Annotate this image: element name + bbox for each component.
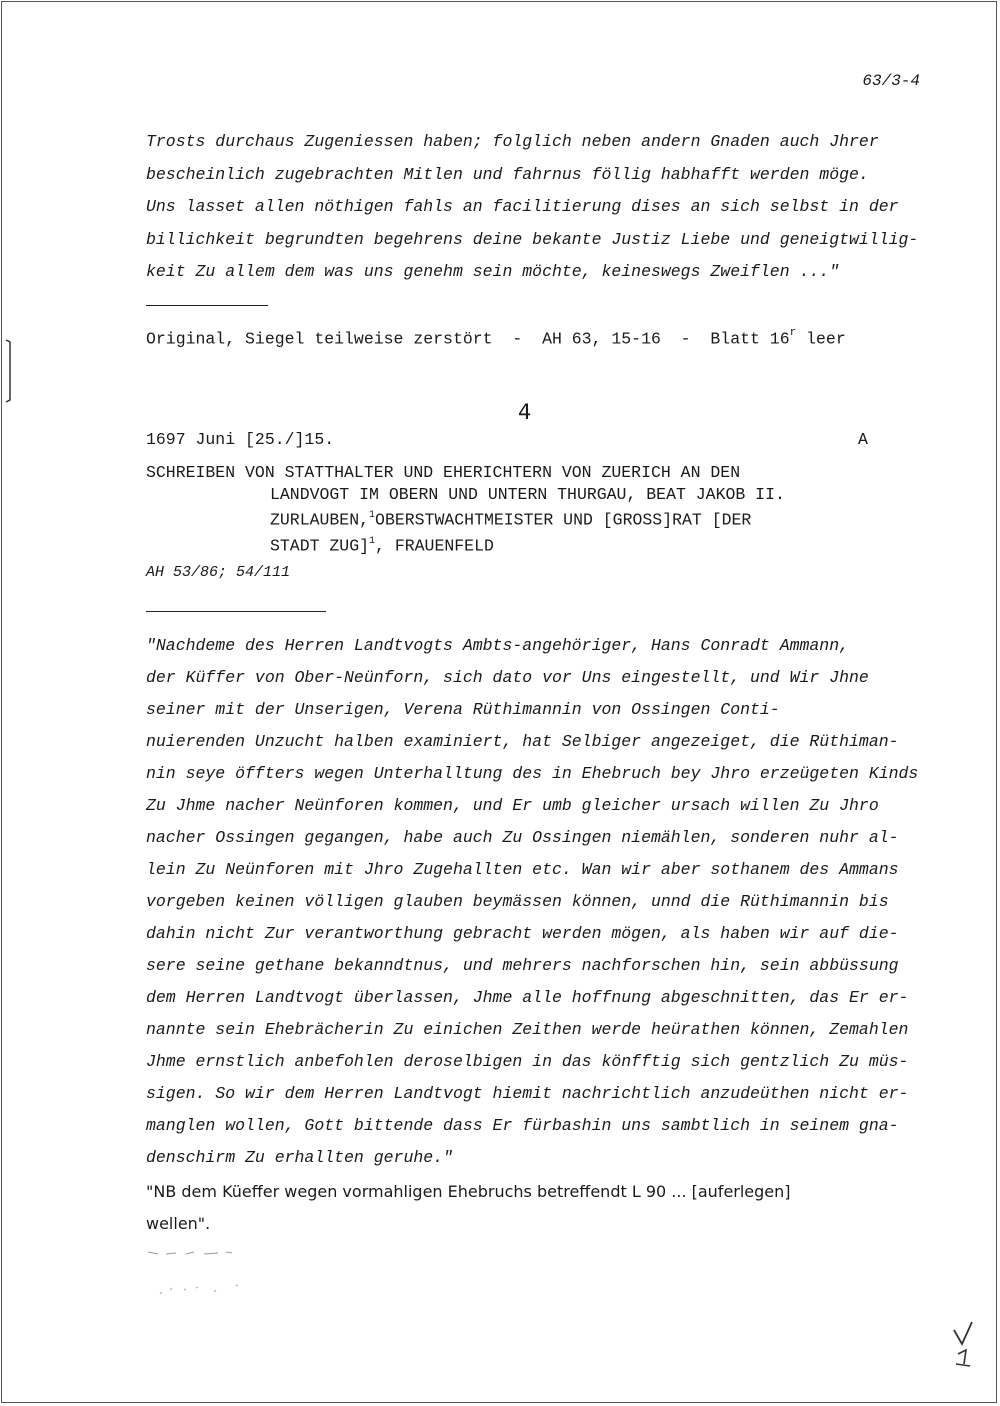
heading-line	[146, 532, 926, 558]
text-line: sere seine gethane bekanndtnus, und mehrers nachforschen hin, sein abbüssung	[146, 956, 899, 975]
text-line: vorgeben keinen völligen glauben beymässen können, unnd die Rüthimannin bis	[146, 892, 889, 911]
text-line: Uns lasset allen nöthigen fahls an facilitierung dises an sich selbst in der	[146, 197, 899, 216]
continuation-text	[146, 126, 926, 289]
postscript-note	[146, 1176, 946, 1240]
text-line: der Küffer von Ober-Neünforn, sich dato vor Uns eingestellt, und Wir Jhne	[146, 668, 869, 687]
margin-bracket-mark	[0, 330, 20, 410]
text-line: nannte sein Ehebrächerin Zu einichen Zeithen werde heürathen können, Zemahlen	[146, 1020, 909, 1039]
heading-line: SCHREIBEN VON STATTHALTER UND EHERICHTERN VON ZUERICH AN DEN	[146, 463, 741, 482]
text-line: Zu Jhme nacher Neünforen kommen, und Er umb gleicher ursach willen Zu Jhro	[146, 796, 879, 815]
heading-text: OBERSTWACHTMEISTER UND [GROSS]RAT [DER	[375, 510, 752, 530]
text-line: "NB dem Küeffer wegen vormahligen Ehebruchs betreffendt L 90 ... [auferlegen]	[146, 1182, 791, 1201]
text-line: lein Zu Neünforen mit Jhro Zugehallten etc. Wan wir aber sothanem des Ammans	[146, 860, 899, 879]
letter-body	[146, 630, 926, 1174]
note-text: Original, Siegel teilweise zerstört - AH 63, 15-16 - Blatt 16	[146, 329, 790, 349]
heading-line	[146, 506, 926, 532]
text-line: nuierenden Unzucht halben examiniert, hat Selbiger angezeiget, die Rüthiman-	[146, 732, 899, 751]
text-line: keit Zu allem dem was uns genehm sein möchte, keineswegs Zweiflen ..."	[146, 262, 840, 281]
heading-text: STADT ZUG]	[270, 536, 370, 555]
document-letter: A	[858, 430, 868, 449]
heading-line: LANDVOGT IM OBERN UND UNTERN THURGAU, BEAT JAKOB II.	[270, 485, 785, 504]
check-mark-icon	[940, 1310, 980, 1370]
heading-text: , FRAUENFELD	[375, 536, 494, 555]
document-number: 4	[518, 400, 532, 424]
document-heading	[146, 462, 926, 557]
text-line: dem Herren Landtvogt überlassen, Jhme alle hoffnung abgeschnitten, das Er er-	[146, 988, 909, 1007]
text-line: Jhme ernstlich anbefohlen deroselbigen in das könfftig sich gentzlich Zu müs-	[146, 1052, 909, 1071]
note-suffix: leer	[796, 329, 846, 349]
note-superscript: r	[789, 327, 797, 339]
document-date: 1697 Juni [25./]15.	[146, 430, 335, 449]
footnote-marker: 1	[369, 535, 376, 547]
heading-text: ZURLAUBEN,	[270, 510, 370, 530]
text-line: "Nachdeme des Herren Landtvogts Ambts-angehöriger, Hans Conradt Ammann,	[146, 636, 850, 655]
text-line: billichkeit begrundten begehrens deine bekante Justiz Liebe und geneigtwillig-	[146, 229, 919, 249]
text-line: dahin nicht Zur verantworthung gebracht werden mögen, als haben wir auf die-	[146, 924, 899, 943]
footnote-rule	[146, 305, 268, 306]
text-line: nin seye öffters wegen Unterhalltung des in Ehebruch bey Jhro erzeügeten Kinds	[146, 764, 919, 783]
text-line: wellen".	[146, 1214, 211, 1233]
page-number: 63/3-4	[862, 72, 920, 90]
text-line: nacher Ossingen gegangen, habe auch Zu Ossingen niemählen, sonderen nuhr al-	[146, 828, 899, 847]
text-line: denschirm Zu erhallten geruhe."	[146, 1148, 453, 1167]
text-line: bescheinlich zugebrachten Mitlen und fahrnus föllig habhafft werden möge.	[146, 164, 869, 184]
text-line: manglen wollen, Gott bittende dass Er fürbashin uns sambtlich in seinem gna-	[146, 1116, 899, 1135]
faint-smudge-mark	[146, 1238, 266, 1308]
footnote-marker: 1	[369, 510, 376, 521]
text-line: sigen. So wir dem Herren Landtvogt hiemit nachrichtlich anzudeüthen nicht er-	[146, 1084, 909, 1103]
archival-note	[146, 323, 906, 352]
text-line: Trosts durchaus Zugeniessen haben; folglich neben andern Gnaden auch Jhrer	[146, 132, 879, 151]
source-reference: AH 53/86; 54/111	[146, 564, 291, 581]
text-line: seiner mit der Unserigen, Verena Rüthimannin von Ossingen Conti-	[146, 700, 780, 719]
separator-rule	[146, 611, 326, 612]
